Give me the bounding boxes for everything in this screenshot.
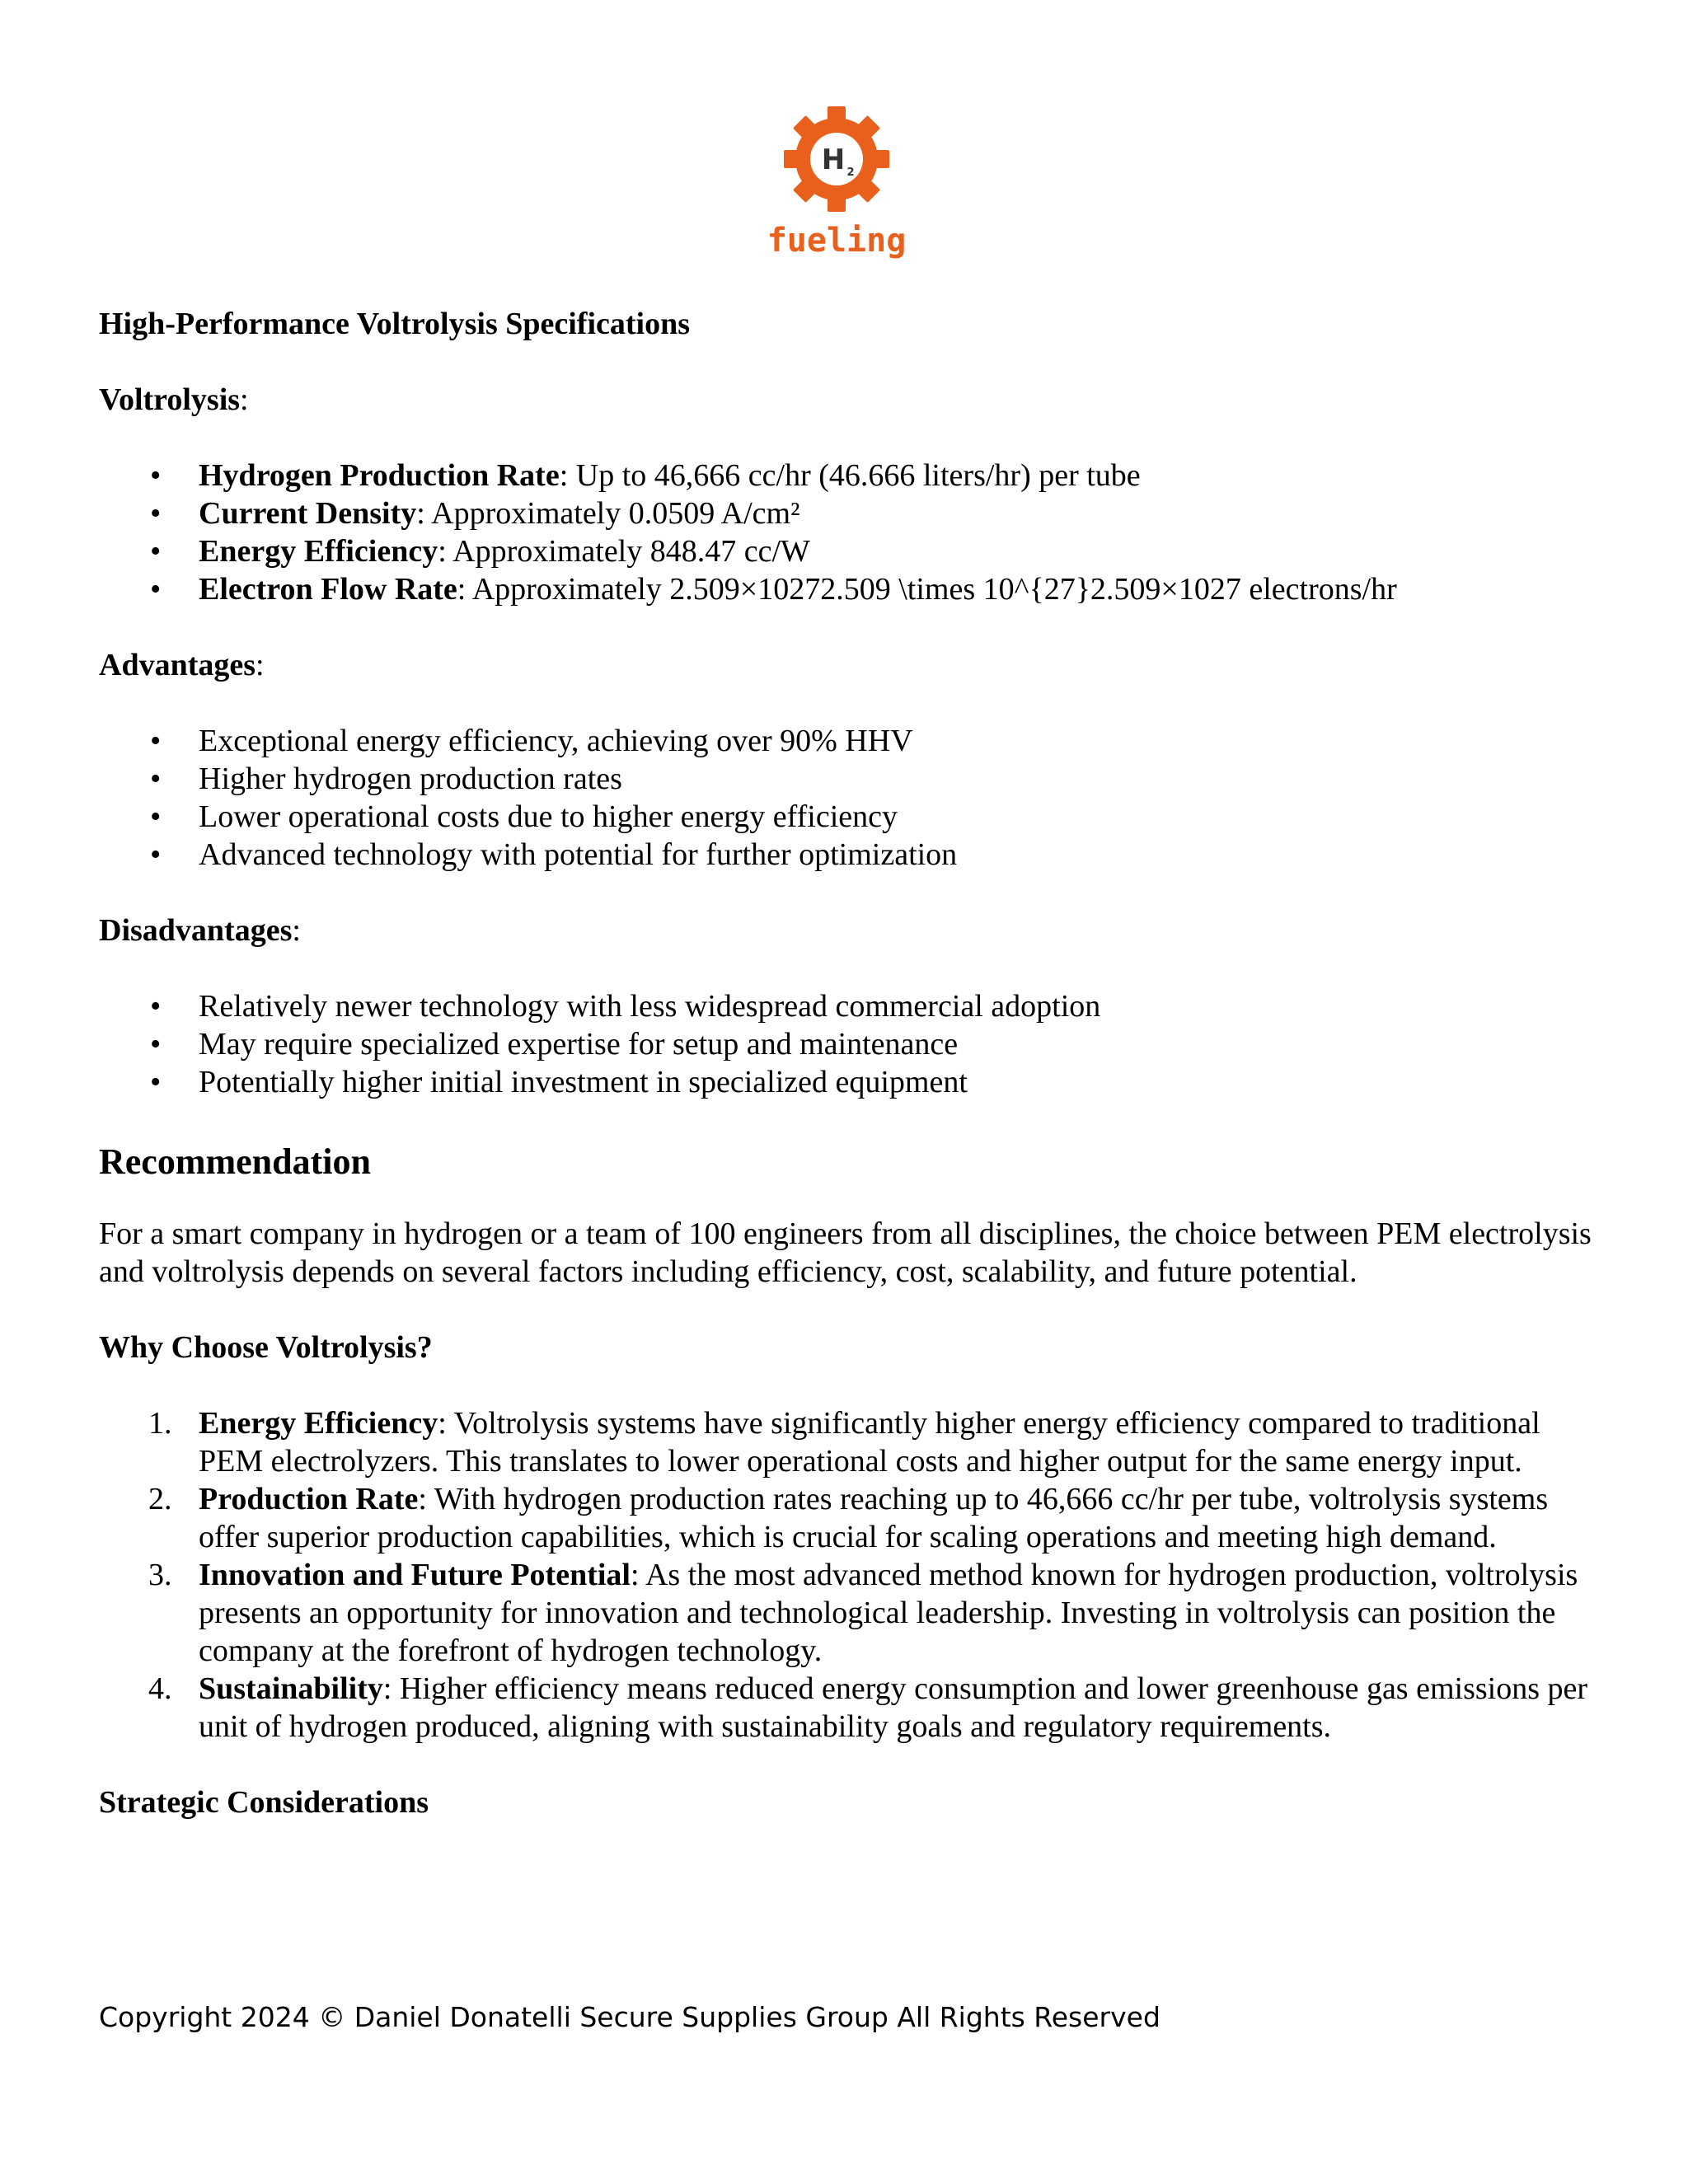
spec-text: : Approximately 848.47 cc/W	[438, 534, 810, 569]
gear-icon	[767, 103, 907, 260]
spec-text: : Approximately 2.509×10272.509 \times 10^{27}2.509×1027 electrons/hr	[457, 572, 1397, 607]
list-number: 4.	[148, 1671, 172, 1706]
document-body	[99, 305, 1599, 1821]
voltrolysis-spec-list	[99, 457, 1599, 608]
list-item	[99, 1404, 1599, 1480]
list-item: • Potentially higher initial investment in specialized equipment	[99, 1063, 1599, 1101]
reason-label: Sustainability	[199, 1671, 383, 1706]
logo-symbol: H	[821, 143, 846, 176]
spec-title: High-Performance Voltrolysis Specifications	[99, 307, 691, 341]
list-item: • Exceptional energy efficiency, achieving over 90% HHV	[99, 722, 1599, 760]
recommendation-paragraph: For a smart company in hydrogen or a team of 100 engineers from all disciplines, the choice between PEM electrolysis and voltrolysis depends on several factors including efficiency, cost, scalability, and future potential.	[99, 1216, 1592, 1289]
spec-text: : Approximately 0.0509 A/cm²	[416, 496, 800, 531]
reason-label: Production Rate	[199, 1482, 419, 1516]
reason-text: : As the most advanced method known for hydrogen production, voltrolysis presents an opportunity for innovation and technological leadership. Investing in voltrolysis can position the company at the forefront of hydrogen technology.	[199, 1558, 1578, 1668]
disadvantages-heading-suffix: :	[292, 913, 301, 948]
logo-brand-text: fueling	[767, 222, 907, 260]
list-item: • May require specialized expertise for setup and maintenance	[99, 1025, 1599, 1063]
why-list	[99, 1404, 1599, 1746]
advantages-list	[99, 722, 1599, 874]
list-item	[99, 1670, 1599, 1746]
reason-text: : Voltrolysis systems have significantly higher energy efficiency compared to traditional PEM electrolyzers. This translates to lower operational costs and higher output for the same energy input.	[199, 1406, 1540, 1479]
disadvantages-heading	[99, 912, 1599, 949]
advantages-heading	[99, 646, 1599, 684]
spec-label: Current Density	[199, 496, 417, 531]
reason-label: Innovation and Future Potential	[199, 1558, 631, 1592]
list-number: 1.	[148, 1406, 172, 1441]
disadvantages-list	[99, 987, 1599, 1101]
reason-text: : With hydrogen production rates reaching up to 46,666 cc/hr per tube, voltrolysis systems offer superior production capabilities, which is crucial for scaling operations and meeting high demand.	[199, 1482, 1549, 1554]
why-heading: Why Choose Voltrolysis?	[99, 1330, 433, 1365]
voltrolysis-heading	[99, 381, 1599, 419]
list-item: • Relatively newer technology with less widespread commercial adoption	[99, 987, 1599, 1025]
list-number: 2.	[148, 1482, 172, 1516]
spec-label: Electron Flow Rate	[199, 572, 457, 607]
voltrolysis-heading-suffix: :	[240, 382, 249, 417]
reason-label: Energy Efficiency	[199, 1406, 438, 1441]
logo-subscript: 2	[846, 166, 855, 179]
list-item	[99, 494, 1599, 532]
list-item	[99, 457, 1599, 494]
reason-text: : Higher efficiency means reduced energy consumption and lower greenhouse gas emissions per unit of hydrogen produced, aligning with sustainability goals and regulatory requirements.	[199, 1671, 1588, 1744]
advantages-heading-suffix: :	[256, 648, 265, 682]
company-logo	[767, 103, 907, 260]
list-item	[99, 1556, 1599, 1670]
strategic-heading: Strategic Considerations	[99, 1785, 429, 1820]
list-item: • Advanced technology with potential for further optimization	[99, 836, 1599, 874]
voltrolysis-heading-label: Voltrolysis	[99, 382, 241, 417]
list-item	[99, 532, 1599, 570]
spec-label: Energy Efficiency	[199, 534, 438, 569]
list-number: 3.	[148, 1558, 172, 1592]
list-item: • Higher hydrogen production rates	[99, 760, 1599, 798]
list-item: • Lower operational costs due to higher energy efficiency	[99, 798, 1599, 836]
list-item	[99, 1480, 1599, 1556]
disadvantages-heading-label: Disadvantages	[99, 913, 293, 948]
spec-label: Hydrogen Production Rate	[199, 458, 560, 493]
advantages-heading-label: Advantages	[99, 648, 256, 682]
list-item	[99, 570, 1599, 608]
spec-text: : Up to 46,666 cc/hr (46.666 liters/hr) per tube	[559, 458, 1141, 493]
recommendation-heading: Recommendation	[99, 1141, 371, 1182]
copyright-footer: Copyright 2024 © Daniel Donatelli Secure Supplies Group All Rights Reserved	[99, 2001, 1160, 2033]
